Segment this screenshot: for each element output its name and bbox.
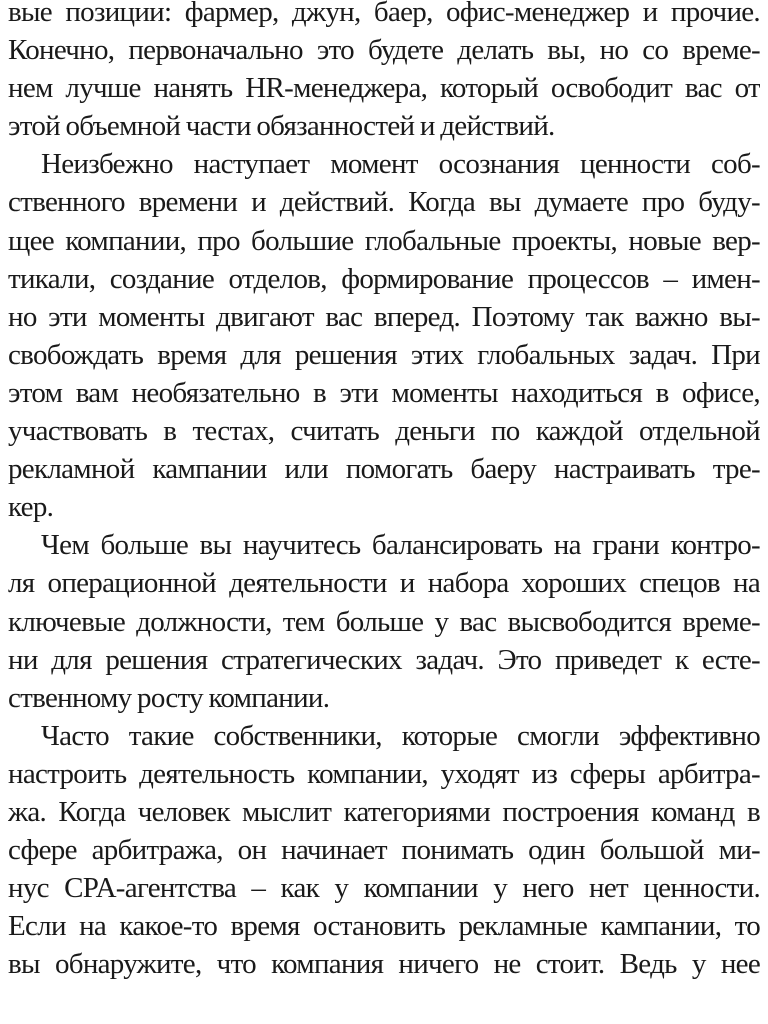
text-line: свобождать время для решения этих глобальных задач. При: [8, 338, 760, 371]
paragraph-1: [8, 0, 760, 145]
text-line: вые позиции: фармер, джун, баер, офис-менеджер и прочие.: [8, 0, 760, 28]
text-line: щее компании, про большие глобальные проекты, новые вер-: [8, 224, 760, 257]
text-line: нем лучше нанять HR-менеджера, который освободит вас от: [8, 72, 760, 105]
paragraph-4: [8, 717, 760, 984]
text-line: Если на какое-то время остановить рекламные кампании, то: [8, 910, 760, 943]
text-line: ля операционной деятельности и набора хороших спецов на: [8, 567, 760, 600]
text-line: жа. Когда человек мыслит категориями построения команд в: [8, 795, 760, 828]
text-line: но эти моменты двигают вас вперед. Поэтому так важно вы-: [8, 300, 760, 333]
text-line: Чем больше вы научитесь балансировать на грани контро-: [41, 529, 760, 562]
text-line: вы обнаружите, что компания ничего не стоит. Ведь у нее: [8, 948, 760, 981]
text-line: Часто такие собственники, которые смогли эффективно: [41, 719, 760, 752]
text-line: Неизбежно наступает момент осознания ценности соб-: [41, 148, 760, 181]
text-line: тикали, создание отделов, формирование процессов – имен-: [8, 262, 760, 295]
text-line: участвовать в тестах, считать деньги по каждой отдельной: [8, 415, 760, 448]
text-line: рекламной кампании или помогать баеру настраивать тре-: [8, 453, 760, 486]
paragraph-3: [8, 526, 760, 716]
text-line: сфере арбитража, он начинает понимать один большой ми-: [8, 834, 760, 867]
text-line: Конечно, первоначально это будете делать вы, но со време-: [8, 34, 760, 67]
text-line: ни для решения стратегических задач. Это приведет к есте-: [8, 643, 760, 676]
text-line: этом вам необязательно в эти моменты находиться в офисе,: [8, 376, 760, 409]
text-line: кер.: [8, 491, 54, 524]
paragraph-2: [8, 145, 760, 526]
text-line: настроить деятельность компании, уходят из сферы арбитра-: [8, 757, 760, 790]
text-line: ственного времени и действий. Когда вы думаете про буду-: [8, 186, 760, 219]
text-line: этой объемной части обязанностей и действий.: [8, 110, 555, 143]
text-line: ственному росту компании.: [8, 681, 330, 714]
text-line: нус CPA-агентства – как у компании у него нет ценности.: [8, 872, 760, 905]
text-line: ключевые должности, тем больше у вас высвободится време-: [8, 605, 760, 638]
